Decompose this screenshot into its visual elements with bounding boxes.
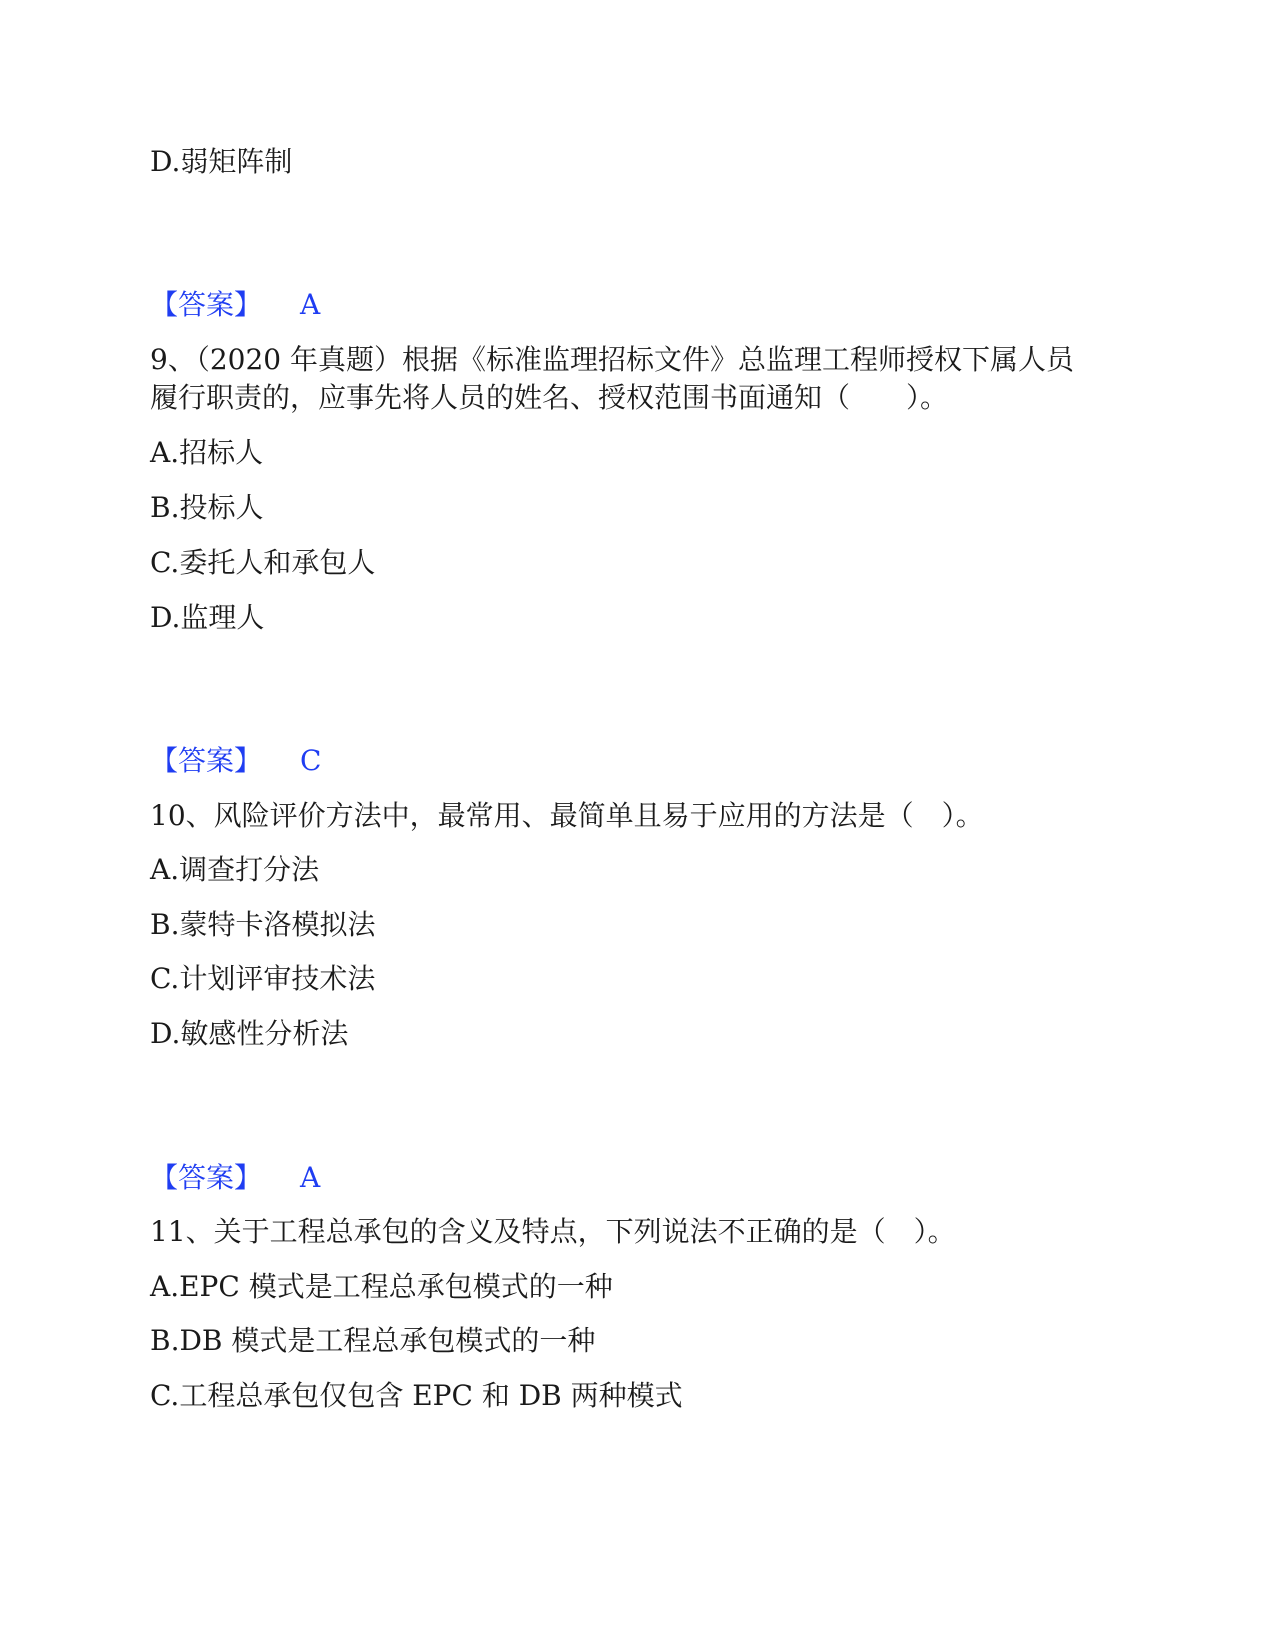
answer-label: 【答案】 <box>150 1161 263 1194</box>
q10-option-b: B.蒙特卡洛模拟法 <box>150 908 376 941</box>
answer-value: A <box>300 1161 321 1194</box>
answer-value: A <box>300 288 321 321</box>
q11-stem: 11、关于工程总承包的含义及特点，下列说法不正确的是（ ）。 <box>150 1215 956 1248</box>
q10-stem: 10、风险评价方法中，最常用、最简单且易于应用的方法是（ ）。 <box>150 799 984 832</box>
q9-option-d: D.监理人 <box>150 601 265 634</box>
q10-option-c: C.计划评审技术法 <box>150 962 376 995</box>
q10-option-d: D.敏感性分析法 <box>150 1017 349 1050</box>
q9-stem-line2: 履行职责的，应事先将人员的姓名、授权范围书面通知（ ）。 <box>150 381 949 414</box>
q10-answer <box>150 1158 320 1198</box>
q9-answer <box>150 741 321 781</box>
q9-stem-line1: 9、（2020 年真题）根据《标准监理招标文件》总监理工程师授权下属人员 <box>150 343 1074 376</box>
q8-answer <box>150 285 320 325</box>
q10-option-a: A.调查打分法 <box>150 853 320 886</box>
answer-label: 【答案】 <box>150 744 263 777</box>
q9-option-c: C.委托人和承包人 <box>150 546 376 579</box>
q9-option-a: A.招标人 <box>150 436 264 469</box>
q8-option-d: D.弱矩阵制 <box>150 145 293 178</box>
answer-value: C <box>300 744 322 777</box>
q11-option-a: A.EPC 模式是工程总承包模式的一种 <box>150 1270 613 1303</box>
q9-option-b: B.投标人 <box>150 491 264 524</box>
q11-option-c: C.工程总承包仅包含 EPC 和 DB 两种模式 <box>150 1379 683 1412</box>
q11-option-b: B.DB 模式是工程总承包模式的一种 <box>150 1324 596 1357</box>
answer-label: 【答案】 <box>150 288 263 321</box>
